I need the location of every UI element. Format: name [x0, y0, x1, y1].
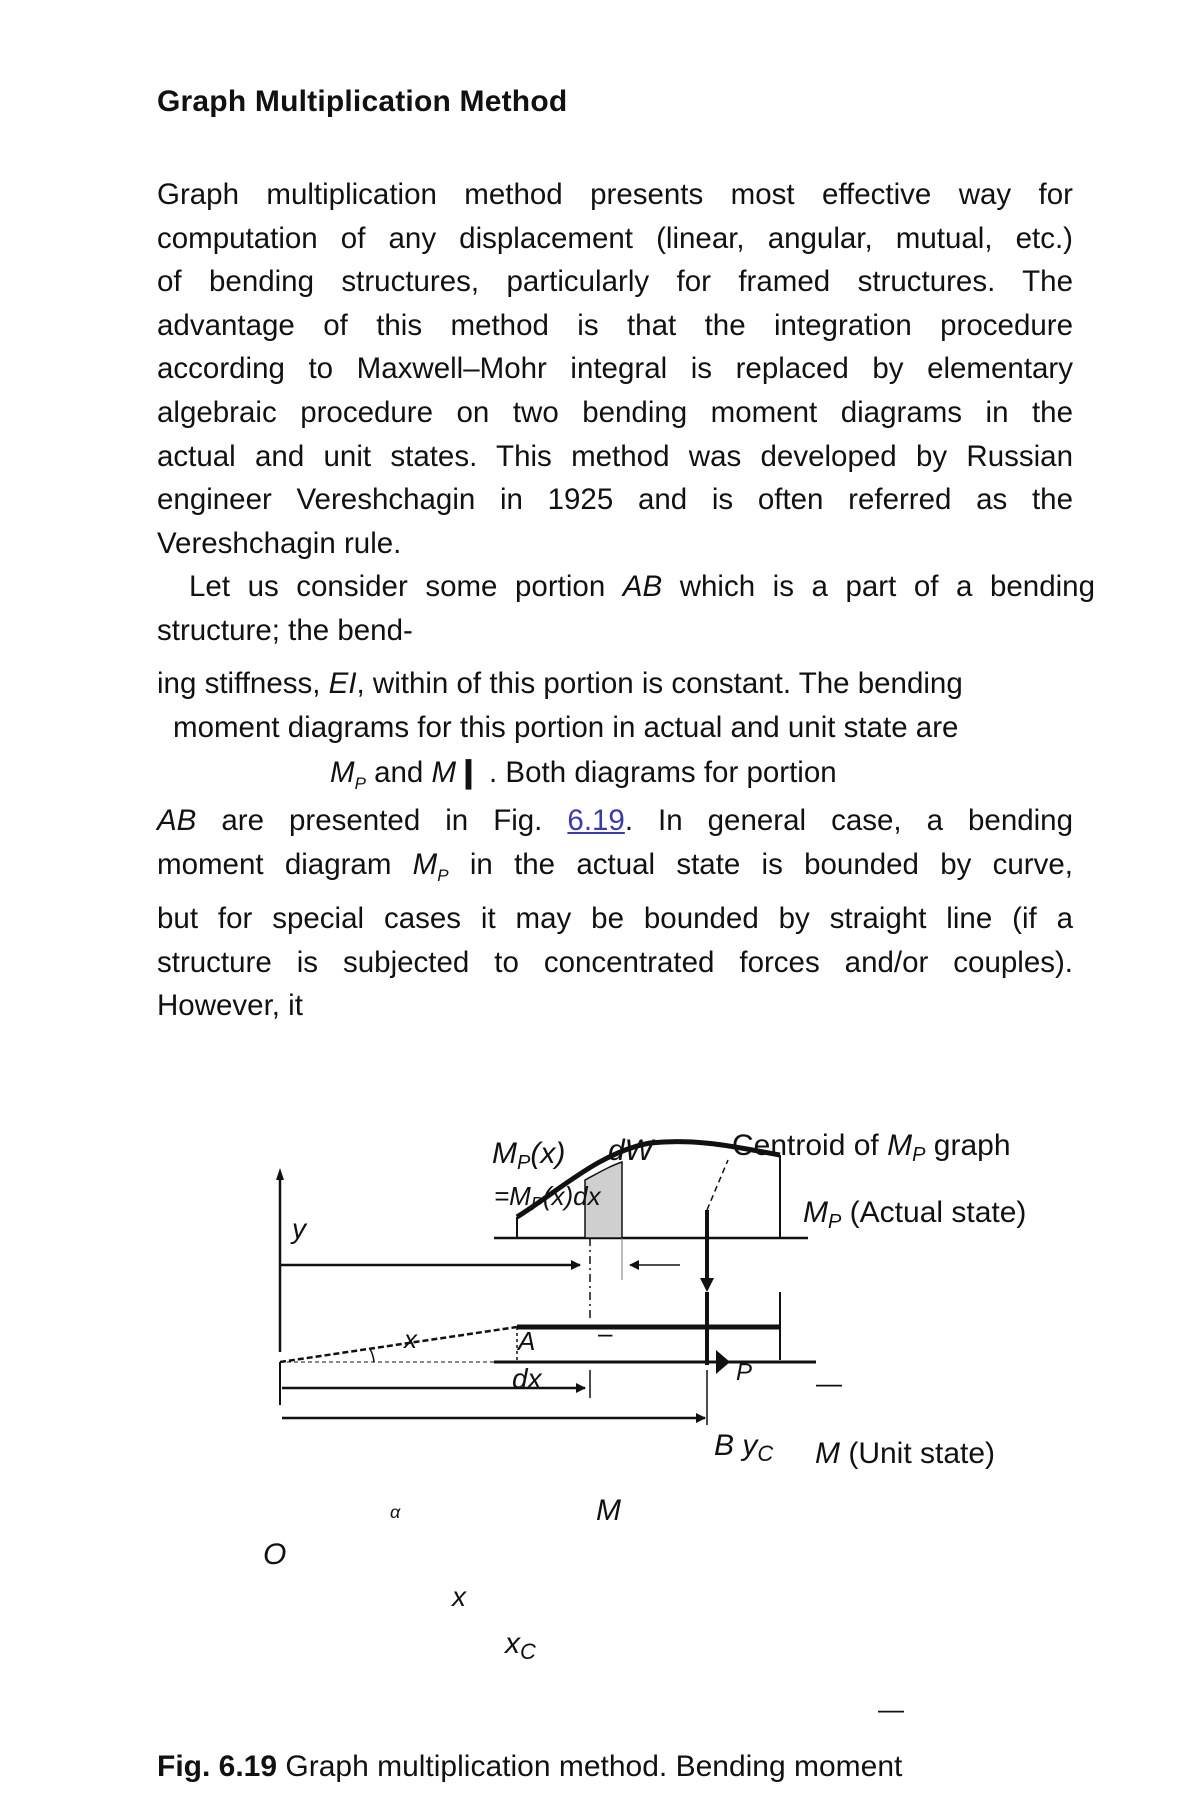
paragraph-portion [157, 565, 1095, 652]
unit-state-label: M (Unit state) [815, 1437, 996, 1470]
x-on-line-label: x [404, 1324, 417, 1354]
y-axis-arrow [276, 1168, 284, 1180]
text-line: actual and unit states. This method was developed by Russian [157, 439, 1073, 473]
text-line: ing stiffness, EI, within of this portion is constant. The bending [157, 667, 963, 700]
centroid-arrow [700, 1278, 714, 1292]
text-line: moment diagram $M_P$ in the actual state is bounded by curve, [157, 847, 1073, 885]
text-line: AB are presented in Fig. 6.19. In general case, a bending [157, 804, 1073, 837]
angle-arc [370, 1349, 374, 1362]
x-lower-label: x [452, 1581, 466, 1612]
p-label: P [736, 1359, 753, 1386]
text-line: algebraic procedure on two bending moment diagrams in the [157, 395, 1073, 429]
mp-subscript: P [354, 773, 366, 793]
unit-force-arrow [716, 1350, 730, 1374]
text-line: structure is subjected to concentrated forces and/or couples). [157, 945, 1073, 979]
text-line: computation of any displacement (linear, angular, mutual, etc.) [157, 221, 1073, 255]
unit-bar-glyph: ❙ [456, 756, 481, 789]
paragraph-diagrams [157, 799, 1073, 1028]
dw-label: dW [608, 1134, 653, 1167]
paragraph-intro [157, 173, 1073, 565]
dw-equation: =MP(x)dx [494, 1181, 601, 1214]
paragraph-stiffness [157, 662, 1073, 749]
m-lower-label: M [596, 1494, 621, 1527]
dash-label-3: — [878, 1694, 904, 1724]
and-word: and [365, 756, 432, 789]
centroid-leader [707, 1160, 728, 1210]
xc-label: $x_C$ [505, 1627, 536, 1664]
diagram-symbols-line [330, 755, 837, 794]
text-line: advantage of this method is that the integration procedure [157, 308, 1073, 342]
centroid-label: Centroid of $M_P$ graph [732, 1129, 1011, 1166]
figure-6-19 [0, 1080, 1200, 1760]
point-a-label: A [518, 1326, 536, 1356]
b-yc-label: B $y_C$ [714, 1429, 774, 1466]
section-heading: Graph Multiplication Method [157, 85, 568, 118]
y-label: y [292, 1213, 306, 1244]
text-line: structure; the bend- [157, 613, 413, 647]
figure-caption [157, 1750, 902, 1784]
alpha-label: α [390, 1502, 401, 1522]
dash-label-1: – [598, 1318, 613, 1348]
text-line: Let us consider some portion AB which is a part of a bending [189, 570, 1095, 603]
dash-label-2: — [816, 1368, 842, 1398]
text-line: according to Maxwell–Mohr integral is replaced by elementary [157, 352, 1073, 386]
dx-label: dx [512, 1363, 542, 1394]
mp-x-label: $M_P(x)$ [492, 1137, 566, 1174]
text-line: Vereshchagin rule. [157, 526, 402, 560]
symbols-tail: . Both diagrams for portion [480, 756, 837, 789]
caption-text: Graph multiplication method. Bending moment [277, 1750, 903, 1783]
text-line: However, it [157, 989, 303, 1023]
figure-link[interactable]: 6.19 [567, 804, 625, 837]
text-line: but for special cases it may be bounded by straight line (if a [157, 902, 1073, 936]
mp-symbol: M [330, 756, 355, 789]
text-line: moment diagrams for this portion in actual and unit state are [173, 710, 959, 744]
actual-state-label: $M_P$ (Actual state) [803, 1196, 1027, 1233]
inclined-line [280, 1327, 517, 1362]
m-symbol: M [431, 756, 457, 789]
text-line: Graph multiplication method presents most effective way for [157, 178, 1073, 211]
origin-o-label: O [263, 1538, 287, 1571]
text-line: engineer Vereshchagin in 1925 and is often referred as the [157, 483, 1073, 517]
caption-label: Fig. 6.19 [157, 1750, 278, 1783]
text-line: of bending structures, particularly for framed structures. The [157, 265, 1073, 299]
